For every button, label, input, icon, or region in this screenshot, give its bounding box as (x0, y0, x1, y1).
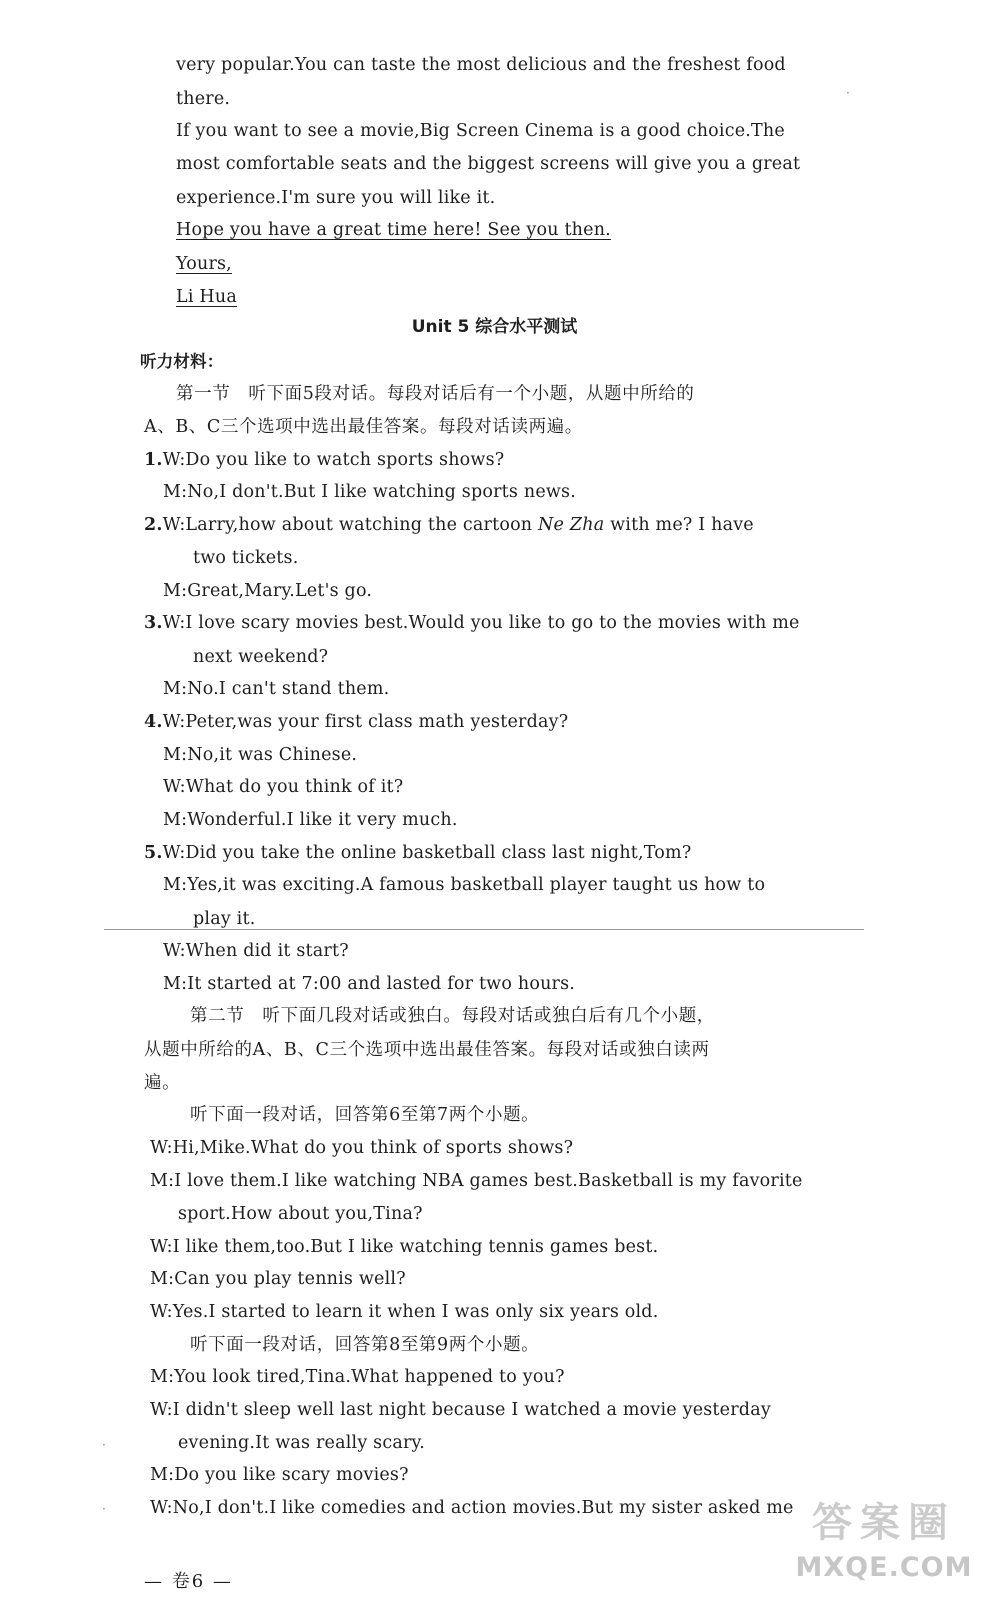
dialogue-line: W:I love scary movies best.Would you like to go to the movies with me (162, 613, 800, 633)
item-number: 2. (144, 515, 163, 535)
dialogue-line: M:You look tired,Tina.What happened to you? (150, 1367, 565, 1387)
dialogue-line: W:Hi,Mike.What do you think of sports shows? (150, 1138, 574, 1158)
listening-heading: 听力材料： (140, 352, 224, 371)
scan-speck: · (102, 1502, 106, 1516)
letter-line: most comfortable seats and the biggest screens will give you a great (176, 154, 801, 174)
dialogue-line: W:What do you think of it? (163, 777, 404, 797)
dialogue-line: evening.It was really scary. (178, 1433, 426, 1453)
page-number: — 卷6 — (144, 1571, 233, 1592)
dialogue-line: W:Do you like to watch sports shows? (162, 450, 505, 470)
dialogue-line: W:When did it start? (163, 941, 349, 961)
watermark-domain: MXQE.COM (795, 1552, 973, 1583)
dialogue-line: W:Peter,was your first class math yesterday? (162, 712, 569, 732)
letter-line: experience.I'm sure you will like it. (176, 188, 496, 208)
section2-instruction: 第二节 听下面几段对话或独白。每段对话或独白后有几个小题， (190, 1006, 715, 1026)
dialogue-line: M:Great,Mary.Let's go. (163, 581, 373, 601)
dialogue-line: M:I love them.I like watching NBA games best.Basketball is my favorite (150, 1171, 803, 1191)
item-number: 5. (144, 843, 163, 863)
dialogue-line: M:No.I can't stand them. (163, 679, 390, 699)
item-number: 4. (144, 712, 163, 732)
question-intro: 听下面一段对话，回答第6至第7两个小题。 (190, 1105, 540, 1125)
letter-closing: Yours, (176, 254, 232, 274)
dialogue-1 (144, 449, 504, 471)
dialogue-line: W:Did you take the online basketball class last night,Tom? (162, 843, 692, 863)
watermark-logo (786, 1500, 982, 1596)
dialogue-line: play it. (193, 909, 256, 929)
letter-line: If you want to see a movie,Big Screen Cinema is a good choice.The (176, 121, 785, 141)
dialogue-line: M:Can you play tennis well? (150, 1269, 406, 1289)
dialogue-line: M:Yes,it was exciting.A famous basketball player taught us how to (163, 875, 766, 895)
item-number: 1. (144, 450, 163, 470)
dialogue-line: W:I like them,too.But I like watching tennis games best. (150, 1237, 659, 1257)
item-number: 3. (144, 613, 163, 633)
dialogue-line: W:Yes.I started to learn it when I was only six years old. (150, 1302, 659, 1322)
dialogue-3 (144, 612, 800, 634)
letter-signature: Li Hua (176, 287, 237, 307)
dialogue-line: sport.How about you,Tina? (178, 1204, 423, 1224)
section1-instruction: A、B、C三个选项中选出最佳答案。每段对话读两遍。 (144, 417, 583, 437)
dialogue-line: two tickets. (193, 548, 299, 568)
unit-title: Unit 5 综合水平测试 (411, 317, 578, 337)
dialogue-line: M:Do you like scary movies? (150, 1465, 409, 1485)
dialogue-line: W:No,I don't.I like comedies and action movies.But my sister asked me (150, 1498, 794, 1518)
scan-speck: · (102, 1438, 106, 1452)
section2-instruction: 遍。 (144, 1073, 181, 1093)
dialogue-5 (144, 842, 691, 864)
dialogue-line: with me? I have (604, 515, 754, 535)
question-intro: 听下面一段对话，回答第8至第9两个小题。 (190, 1335, 540, 1355)
cartoon-title: Ne Zha (538, 515, 605, 535)
dialogue-line: W:Larry,how about watching the cartoon (162, 515, 539, 535)
dialogue-line: M:It started at 7:00 and lasted for two hours. (163, 974, 576, 994)
dialogue-4 (144, 711, 568, 733)
letter-line: very popular.You can taste the most delicious and the freshest food (176, 55, 786, 75)
dialogue-line: next weekend? (193, 647, 329, 667)
dialogue-2 (144, 514, 754, 536)
section2-instruction: 从题中所给的A、B、C三个选项中选出最佳答案。每段对话或独白读两 (144, 1040, 710, 1060)
dialogue-line: W:I didn't sleep well last night because I watched a movie yesterday (150, 1400, 771, 1420)
watermark-text: 答案圈 (812, 1500, 956, 1546)
dialogue-line: M:No,it was Chinese. (163, 745, 358, 765)
letter-line: there. (176, 89, 231, 109)
section1-instruction: 第一节 听下面5段对话。每段对话后有一个小题，从题中所给的 (176, 384, 695, 404)
scan-speck: · (846, 86, 850, 100)
page-divider (104, 929, 864, 930)
dialogue-line: M:Wonderful.I like it very much. (163, 810, 458, 830)
letter-line-underlined: Hope you have a great time here! See you then. (176, 220, 611, 240)
dialogue-line: M:No,I don't.But I like watching sports news. (163, 482, 576, 502)
